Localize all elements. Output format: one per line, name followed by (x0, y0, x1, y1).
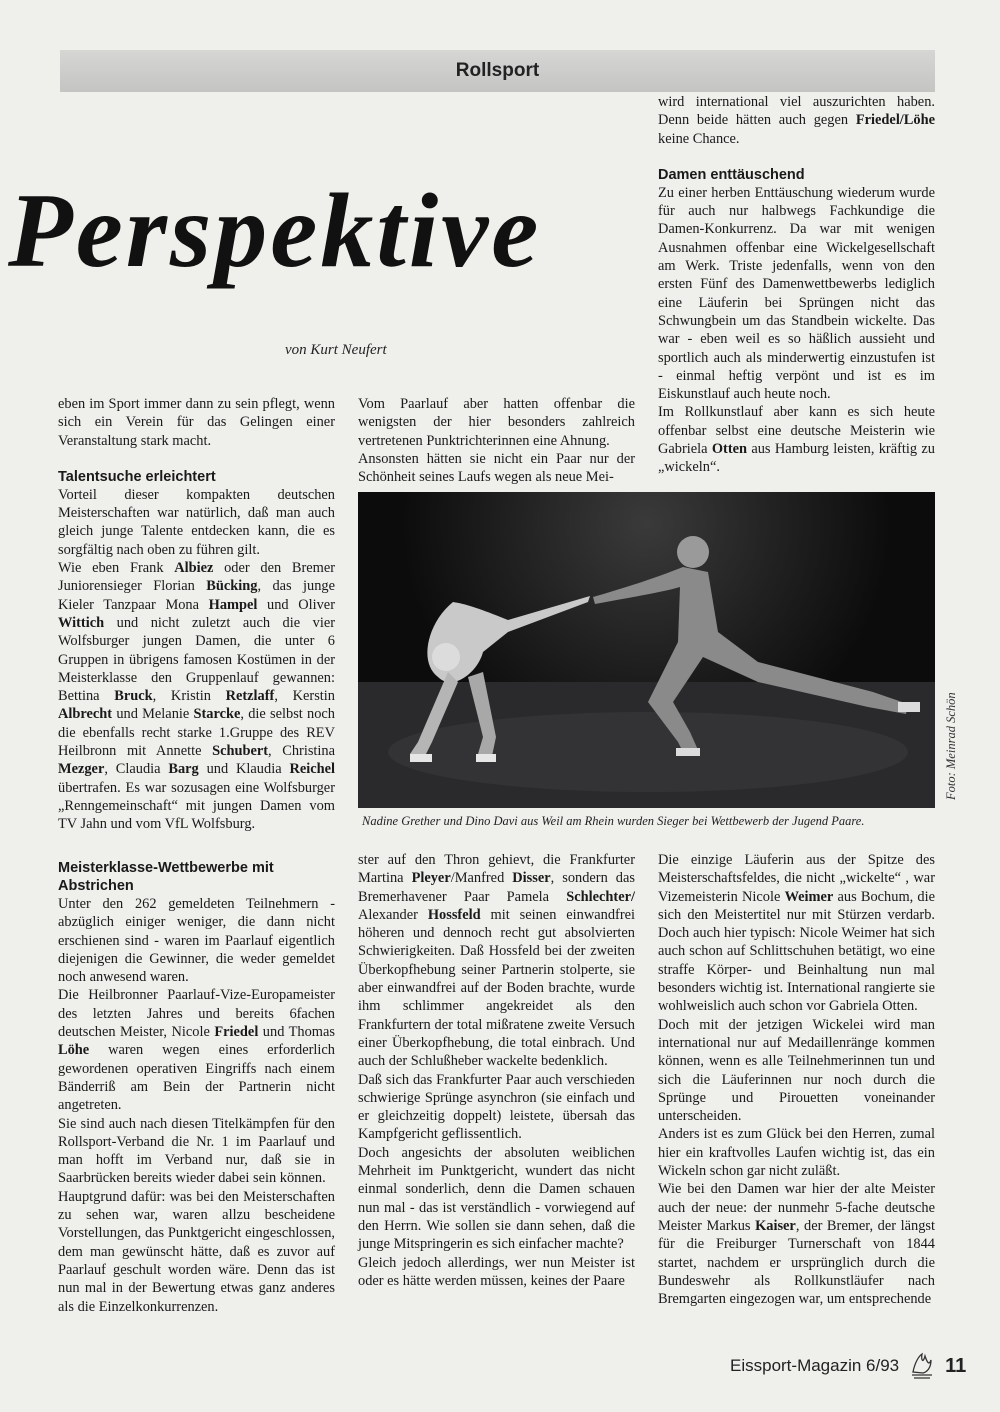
paragraph (358, 1071, 635, 1144)
text-run: übertrafen. Es war sozusagen eine Wolfsburger „Renngemeinschaft“ mit jungen Damen vom TV Jahn und vom VfL Wolfsburg. (58, 779, 335, 833)
photo-caption: Nadine Grether und Dino Davi aus Weil am Rhein wurden Sieger bei Wettbewerb der Jugend Paare. (362, 814, 865, 828)
text-run: Talentsuche erleichtert (58, 468, 216, 485)
paragraph (358, 851, 635, 1071)
text-run: Gleich jedoch allerdings, wer nun Meister ist oder es hätte werden müssen, keines der Paare (358, 1254, 635, 1289)
text-run: waren wegen eines erforderlich gewordenen operativen Eingriffs nach einem Bänderriß am Bein der Partnerin nicht angetreten. (58, 1042, 335, 1114)
bold-name: Starcke (193, 706, 241, 723)
text-run: und Melanie (112, 706, 194, 723)
paragraph (658, 1016, 935, 1126)
bold-name: Löhe (58, 1042, 90, 1059)
text-run: wird international viel auszurichten haben. Denn beide hätten auch gegen (658, 94, 935, 129)
bold-name: Hampel (208, 596, 258, 613)
text-run: , das junge Kieler Tanzpaar Mona (58, 578, 335, 613)
paragraph (658, 93, 935, 148)
text-run: Sie sind auch nach diesen Titelkämpfen für den Rollsport-Verband die Nr. 1 im Paarlauf und man hofft im Verband nur, daß sie in Saarbrücken bereits wieder dabei sein können. (58, 1115, 335, 1187)
text-run: , die selbst noch die ebenfalls recht starke 1.Gruppe des REV Heilbronn mit Annette (58, 706, 335, 760)
bold-name: Disser (512, 870, 551, 887)
text-run: mit seinen einwandfrei höheren und dennoch recht gut absolvierten Schwierigkeiten. Daß Hossfeld bei der zweiten Überkopfhebung seiner Partnerin stolperte, sie aber einwandfrei auf der Boden brachte, wurde ihm schlimmer angekreidet als den Frankfurtern der total mißratene zweite Versuch einer Überkopfhebung, die total einbrach. Und auch der Schlußheber wackelte bedenklich. (358, 906, 636, 1070)
column-3-top (658, 93, 935, 477)
paragraph (58, 1188, 335, 1316)
text-run: ster auf den Thron gehievt, die Frankfurter Martina (358, 852, 635, 887)
section-header-bar (60, 50, 935, 92)
bold-name: Schlechter/ (566, 888, 635, 905)
column-2-top (358, 395, 635, 486)
paragraph (658, 184, 935, 404)
bold-name: Albrecht (58, 706, 113, 723)
bold-name: Retzlaff (225, 688, 275, 705)
paragraph (358, 1144, 635, 1254)
text-run: Wie eben Frank (58, 560, 175, 577)
bold-name: Weimer (784, 888, 834, 905)
bold-name: Bücking (206, 578, 258, 595)
skate-wing-logo-icon (909, 1352, 935, 1380)
text-run: , Kerstin (274, 688, 335, 705)
text-run: Die einzige Läuferin aus der Spitze des Meisterschaftsfeldes, die nicht „wickelte“ , war Vizemeisterin Nicole (658, 852, 935, 905)
text-run: Ansonsten hätten sie nicht ein Paar nur der Schönheit seines Laufs wegen als neue Mei- (358, 450, 635, 486)
text-run: Anders ist es zum Glück bei den Herren, zumal hier ein kraftvolles Laufen wichtig ist, das ein Wickeln schon gar nicht zuläßt. (658, 1126, 935, 1180)
paragraph (58, 559, 335, 833)
page-footer (730, 1352, 966, 1380)
bold-name: Wittich (58, 614, 105, 631)
paragraph (58, 486, 335, 559)
text-run: , Christina (268, 743, 335, 760)
byline: von Kurt Neufert (285, 342, 387, 358)
paragraph (658, 1125, 935, 1180)
bold-name: Kaiser (755, 1217, 796, 1234)
paragraph (358, 1254, 635, 1291)
text-run: aus Hamburg leisten, kräftig zu „wickeln“. (658, 441, 935, 476)
photo-credit: Foto: Meinrad Schön (944, 692, 958, 800)
text-run: Hauptgrund dafür: was bei den Meisterschaften zu sehen war, waren allzu bescheidene Vorstellungen, das Punktgericht eingeschlossen, dem man gewünscht hätte, daß es zuvor auf Paarlauf geschult worden wäre. Denn das ist nun mal in der Bewertung etwas ganz anderes als die Einzelkonkurrenzen. (58, 1188, 335, 1315)
text-run: Damen enttäuschend (658, 166, 805, 183)
bold-name: Hossfeld (427, 906, 481, 923)
text-run: eben im Sport immer dann zu sein pflegt, wenn sich ein Verein für das Gelingen einer Veranstaltung stark macht. (58, 396, 335, 449)
bold-name: Barg (168, 761, 199, 778)
text-run: Zu einer herben Enttäuschung wiederum wurde für auch nur halbwegs Fachkundige die Damen-Konkurrenz. Da war mit wenigen Ausnahmen offenbar eine Wickelgesellschaft am Werk. Triste jedenfalls, wenn von den ersten Fünf des Damenwettbewerbs lediglich eine Läuferin bei Sprüngen nicht das Schwungbein um das Standbein wickelte. Das war - eben weil es so häßlich aussieht und sportlich auch als minderwertig einzustufen ist - einmal heftig verpönt und ist es im Eiskunstlauf auch heute noch. (658, 184, 935, 403)
text-run: und nicht zuletzt auch die vier Wolfsburger jungen Damen, die unter 6 Gruppen in übrigens famosen Kostümen in der Meisterklasse den Gruppenlauf gewannen: Bettina (58, 614, 335, 705)
magazine-issue: Eissport-Magazin 6/93 (730, 1356, 900, 1375)
skaters-silhouette (358, 492, 935, 808)
text-run: Die Heilbronner Paarlauf-Vize-Europameister des letzten Jahres und bereits 6fachen deutschen Meister, Nicole (58, 987, 335, 1041)
paragraph (658, 851, 935, 1016)
paragraph (658, 1180, 935, 1308)
text-run: Meisterklasse-Wettbewerbe mit Abstrichen (58, 860, 274, 894)
column-3-bottom (658, 851, 935, 1308)
column-1-top (58, 395, 335, 834)
article-title: Perspektive (8, 172, 542, 289)
bold-name: Schubert (212, 743, 269, 760)
text-run: Unter den 262 gemeldeten Teilnehmern - abzüglich einiger weniger, die dann nicht erschienen sind - waren im Paarlauf eigentlich diejenigen die Gewinner, die weder gemeldet noch anwesend waren. (58, 896, 335, 986)
section-title: Rollsport (455, 60, 540, 81)
text-run: und Thomas (258, 1024, 335, 1041)
text-run: , Kristin (152, 688, 226, 705)
text-run: und Klaudia (198, 761, 290, 778)
paragraph (58, 395, 335, 450)
column-1-bottom (58, 859, 335, 1316)
section-heading (58, 468, 335, 486)
text-run: Vom Paarlauf aber hatten offenbar die wenigsten der hier besonders zahlreich vertretenen Punktrichterinnen eine Ahnung. (358, 396, 635, 449)
text-run: Doch mit der jetzigen Wickelei wird man international nur auf Medaillenränge kommen können, wenn es alle Teilnehmerinnen tun und sich die Läuferinnen nur noch durch die Sprünge und Pirouetten voneinander unterscheiden. (658, 1016, 935, 1125)
column-2-bottom (358, 851, 635, 1290)
bold-name: Reichel (289, 761, 335, 778)
text-run: aus Bochum, die sich den Meistertitel nur mit Stürzen verdarb. Doch auch hier typisch: Nicole Weimer hat sich auch schon auf Schlittschuhen betätigt, wo eine straffe Körper- und Beinhaltung nun mal besonders wichtig ist. International rangierte sie wohlweislich auch schon vor Gabriela Otten. (658, 888, 936, 1015)
bold-name: Friedel (214, 1024, 259, 1041)
bold-name: Pleyer (411, 870, 451, 887)
text-run: oder den Bremer Juniorensieger Florian (58, 560, 335, 595)
text-run: Daß sich das Frankfurter Paar auch verschieden schwierige Sprünge asynchron (sie einfach und er gleichzeitig doppelt) leistete, übersah das Kampfgericht geflissentlich. (358, 1071, 635, 1143)
paragraph (658, 403, 935, 476)
section-heading (658, 166, 935, 184)
text-run: /Manfred (450, 870, 513, 887)
paragraph (58, 1115, 335, 1188)
text-run: , Claudia (104, 761, 169, 778)
section-heading (58, 859, 335, 895)
text-run: Im Rollkunstlauf aber kann es sich heute offenbar selbst eine deutsche Meisterin wie Gabriela (658, 404, 935, 458)
paragraph (58, 986, 335, 1114)
bold-name: Friedel/Löhe (855, 112, 935, 129)
photo-skating-pair (358, 492, 935, 808)
text-run: Wie bei den Damen war hier der alte Meister auch der neue: der nunmehr 5-fache deutsche Meister Markus (658, 1181, 935, 1234)
text-run: , der Bremer, der längst für die Freiburger Turnerschaft von 1844 startet, nachdem er ursprünglich durch die Bundeswehr als Rollkunstläufer nach Bremgarten eingezogen war, um entsprechende (658, 1217, 935, 1308)
paragraph (58, 895, 335, 986)
paragraph (358, 450, 635, 487)
bold-name: Bruck (114, 688, 153, 705)
page-number: 11 (945, 1354, 967, 1377)
text-run: Vorteil dieser kompakten deutschen Meisterschaften war natürlich, daß man auch gleich junge Talente entdecken kann, die es sorgfältig nach oben zu führen gilt. (58, 486, 335, 558)
text-run: und Oliver (257, 596, 335, 613)
text-run: keine Chance. (658, 130, 740, 147)
bold-name: Albiez (174, 560, 214, 577)
bold-name: Otten (711, 441, 748, 458)
text-run: Doch angesichts der absoluten weiblichen Mehrheit im Punktgericht, wundert das nicht einmal sonderlich, denn die Damen schauen nun mal - das ist verständlich - vorwiegend auf den Herrn. Wie sollen sie dann sehen, daß die junge Mitspringerin es sich einfacher machte? (358, 1144, 635, 1253)
bold-name: Mezger (58, 761, 105, 778)
paragraph (358, 395, 635, 450)
text-run: , sondern das Bremerhavener Paar Pamela (358, 870, 635, 905)
text-run: Alexander (358, 906, 428, 923)
